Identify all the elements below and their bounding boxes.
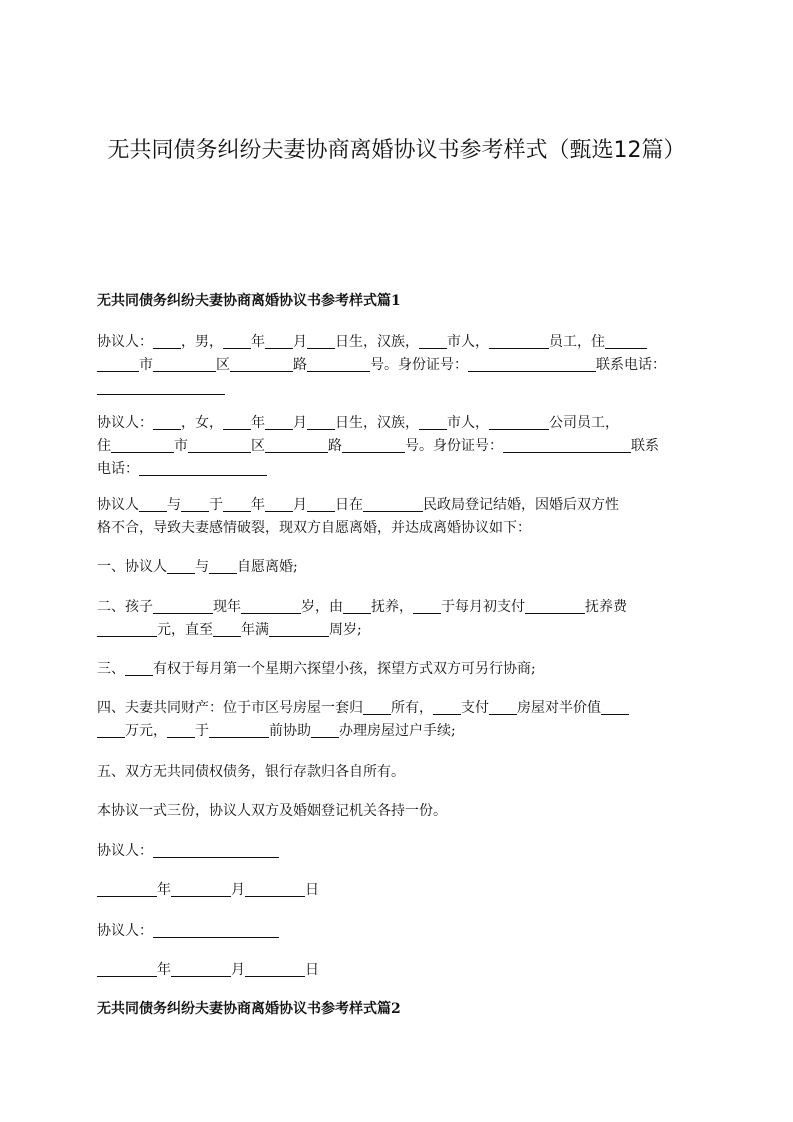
blank-line[interactable] (489, 333, 549, 349)
blank-line[interactable] (433, 699, 461, 715)
text: 月 (231, 882, 245, 898)
blank-line[interactable] (171, 961, 231, 977)
blank-line[interactable] (188, 437, 251, 453)
text: 日生，汉族， (335, 334, 419, 350)
clause-1 (97, 556, 697, 579)
copies-paragraph: 本协议一式三份，协议人双方及婚姻登记机关各持一份。 (97, 803, 447, 819)
party-b-paragraph (97, 412, 697, 481)
text: 号。身份证号： (405, 438, 503, 454)
date-line-1 (97, 879, 697, 902)
blank-line[interactable] (265, 333, 293, 349)
blank-line[interactable] (265, 496, 293, 512)
blank-line[interactable] (307, 496, 335, 512)
text: 区 (251, 438, 265, 454)
text: 联系 (631, 438, 659, 454)
text: 抚养， (371, 599, 413, 615)
blank-line[interactable] (525, 598, 585, 614)
text: 日生，汉族， (335, 415, 419, 431)
blank-line[interactable] (153, 414, 181, 430)
text: 市人， (447, 415, 489, 431)
text: 现年 (213, 599, 241, 615)
blank-line[interactable] (223, 414, 251, 430)
text: 与 (167, 497, 181, 513)
text: 年 (157, 962, 171, 978)
text: 一、协议人 (97, 559, 167, 575)
blank-line[interactable] (209, 722, 269, 738)
blank-line[interactable] (605, 333, 647, 349)
text: ，女， (181, 415, 223, 431)
text: 住 (97, 438, 111, 454)
text: 年 (251, 334, 265, 350)
text: 电话： (97, 461, 139, 477)
date-line-2 (97, 959, 697, 982)
signature-blank[interactable] (153, 842, 279, 858)
text: 二、孩子 (97, 599, 153, 615)
blank-line[interactable] (311, 722, 339, 738)
blank-line[interactable] (139, 460, 267, 476)
text: 民政局登记结婚，因婚后双方性 (423, 497, 619, 513)
text: 员工，住 (549, 334, 605, 350)
clause-2 (97, 596, 697, 642)
text: 月 (293, 334, 307, 350)
blank-line[interactable] (413, 598, 441, 614)
blank-line[interactable] (171, 881, 231, 897)
blank-line[interactable] (307, 333, 335, 349)
blank-line[interactable] (241, 598, 301, 614)
blank-line[interactable] (419, 333, 447, 349)
text: 协议人 (97, 497, 139, 513)
marriage-paragraph (97, 494, 697, 540)
blank-line[interactable] (230, 356, 293, 372)
text: 市 (139, 357, 153, 373)
blank-line[interactable] (153, 333, 181, 349)
text: 日 (305, 962, 319, 978)
text: 市 (174, 438, 188, 454)
text: 与 (195, 559, 209, 575)
blank-line[interactable] (125, 660, 153, 676)
text: 于每月初支付 (441, 599, 525, 615)
blank-line[interactable] (363, 699, 391, 715)
text: 年满 (241, 622, 269, 638)
blank-line[interactable] (97, 881, 157, 897)
blank-line[interactable] (223, 333, 251, 349)
text: 月 (231, 962, 245, 978)
text: 有权于每月第一个星期六探望小孩，探望方式双方可另行协商; (153, 661, 536, 677)
blank-line[interactable] (167, 558, 195, 574)
party-a-paragraph (97, 331, 697, 400)
text: 元，直至 (157, 622, 213, 638)
text: 支付 (461, 700, 489, 716)
text: 月 (293, 415, 307, 431)
signature-label: 协议人： (97, 923, 153, 939)
clause-5: 五、双方无共同债权债务，银行存款归各自所有。 (97, 764, 405, 780)
signature-blank[interactable] (153, 922, 279, 938)
blank-line[interactable] (213, 621, 241, 637)
blank-line[interactable] (153, 598, 213, 614)
text: 号。身份证号： (370, 357, 468, 373)
blank-line[interactable] (503, 437, 631, 453)
text: 办理房屋过户手续; (339, 723, 456, 739)
blank-line[interactable] (342, 437, 405, 453)
text: 四、夫妻共同财产：位于市区号房屋一套归 (97, 700, 363, 716)
blank-line[interactable] (111, 437, 174, 453)
blank-line[interactable] (97, 722, 125, 738)
text: 前协助 (269, 723, 311, 739)
signature-line-2 (97, 920, 697, 943)
text: 抚养费 (585, 599, 627, 615)
text: 岁，由 (301, 599, 343, 615)
signature-label: 协议人： (97, 843, 153, 859)
blank-line[interactable] (209, 558, 237, 574)
blank-line[interactable] (489, 699, 517, 715)
blank-line[interactable] (97, 379, 225, 395)
text: 年 (251, 497, 265, 513)
signature-line-1 (97, 840, 697, 863)
text: 区 (216, 357, 230, 373)
text: 月 (293, 497, 307, 513)
blank-line[interactable] (419, 414, 447, 430)
text: 协议人： (97, 415, 153, 431)
blank-line[interactable] (307, 414, 335, 430)
blank-line[interactable] (363, 496, 423, 512)
text: 市人， (447, 334, 489, 350)
text: ，男， (181, 334, 223, 350)
document-title: 无共同债务纠纷夫妻协商离婚协议书参考样式（甄选12篇） (107, 138, 686, 163)
text: 年 (157, 882, 171, 898)
text: 三、 (97, 661, 125, 677)
text: 格不合，导致夫妻感情破裂，现双方自愿离婚，并达成离婚协议如下： (97, 520, 531, 536)
text: 路 (293, 357, 307, 373)
clause-3 (97, 658, 697, 681)
blank-line[interactable] (265, 414, 293, 430)
text: 路 (328, 438, 342, 454)
text: 周岁; (329, 622, 362, 638)
text: 房屋对半价值 (517, 700, 601, 716)
text: 日在 (335, 497, 363, 513)
blank-line[interactable] (139, 496, 167, 512)
blank-line[interactable] (181, 496, 209, 512)
blank-line[interactable] (167, 722, 195, 738)
text: 年 (251, 415, 265, 431)
blank-line[interactable] (97, 356, 139, 372)
blank-line[interactable] (245, 961, 305, 977)
text: 联系电话： (596, 357, 666, 373)
blank-line[interactable] (97, 961, 157, 977)
text: 于 (195, 723, 209, 739)
blank-line[interactable] (223, 496, 251, 512)
text: 协议人： (97, 334, 153, 350)
text: 于 (209, 497, 223, 513)
section-heading-2: 无共同债务纠纷夫妻协商离婚协议书参考样式篇2 (97, 1001, 401, 1017)
blank-line[interactable] (153, 356, 216, 372)
blank-line[interactable] (601, 699, 629, 715)
blank-line[interactable] (468, 356, 596, 372)
blank-line[interactable] (269, 621, 329, 637)
blank-line[interactable] (245, 881, 305, 897)
blank-line[interactable] (97, 621, 157, 637)
blank-line[interactable] (307, 356, 370, 372)
text: 所有， (391, 700, 433, 716)
text: 公司员工， (549, 415, 619, 431)
blank-line[interactable] (265, 437, 328, 453)
text: 万元， (125, 723, 167, 739)
text: 自愿离婚; (237, 559, 298, 575)
clause-4 (97, 697, 697, 743)
text: 日 (305, 882, 319, 898)
blank-line[interactable] (343, 598, 371, 614)
section-heading-1: 无共同债务纠纷夫妻协商离婚协议书参考样式篇1 (97, 293, 401, 309)
blank-line[interactable] (489, 414, 549, 430)
